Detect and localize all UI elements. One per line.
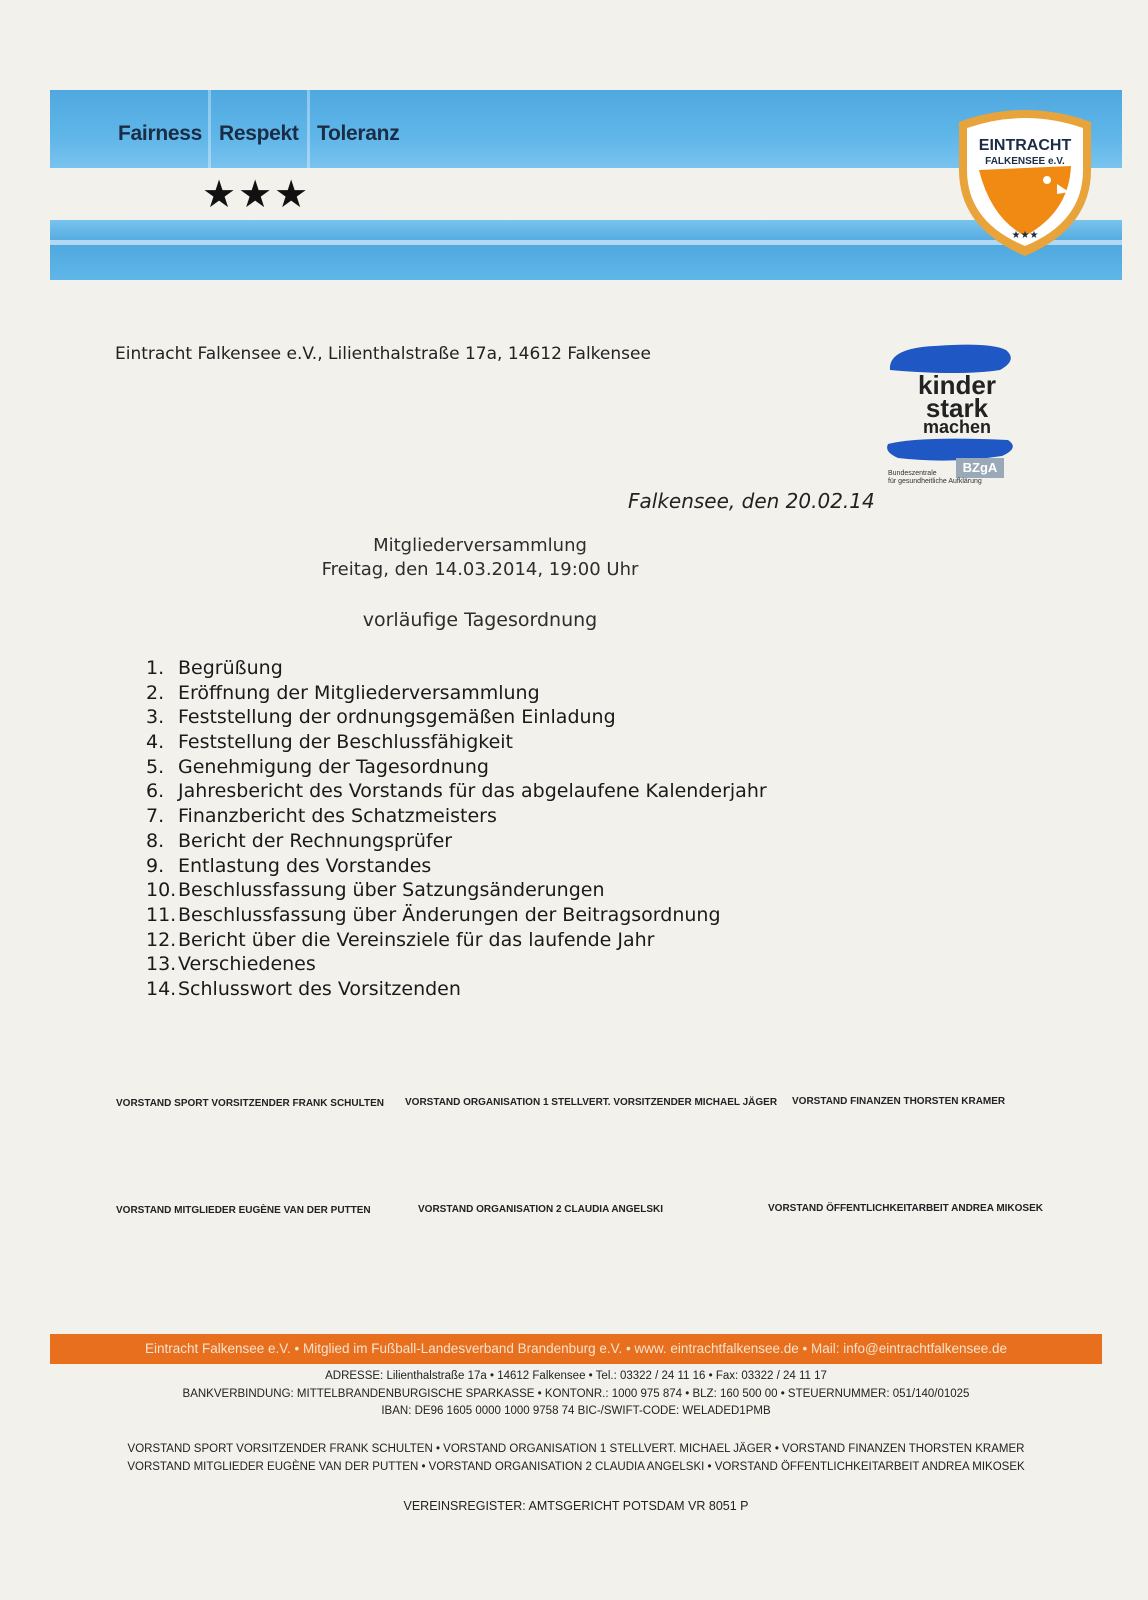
header-banner <box>50 90 1122 280</box>
three-stars-icon: ★★★ <box>202 172 311 216</box>
ksm-line1: kinder <box>917 370 997 400</box>
agenda-item: 1. Begrüßung <box>146 657 283 679</box>
board-finanzen: VORSTAND FINANZEN THORSTEN KRAMER <box>792 1096 1006 1107</box>
slogan-respekt: Respekt <box>219 122 299 145</box>
board-oeffentlichkeitsarbeit: VORSTAND ÖFFENTLICHKEITARBEIT ANDREA MIKOSEK <box>768 1203 1043 1214</box>
footer-bank: BANKVERBINDUNG: MITTELBRANDENBURGISCHE SPARKASSE • KONTONR.: 1000 975 874 • BLZ: 160 500 00 • STEUERNUMMER: 051/140/01025 <box>182 1388 970 1400</box>
crest-title: EINTRACHT <box>978 137 1072 154</box>
footer-iban: IBAN: DE96 1605 0000 1000 9758 74 BIC-/SWIFT-CODE: WELADED1PMB <box>381 1405 771 1417</box>
agenda-list <box>146 657 767 1003</box>
footer-board-line-2: VORSTAND MITGLIEDER EUGÈNE VAN DER PUTTEN • VORSTAND ORGANISATION 2 CLAUDIA ANGELSKI • VORSTAND ÖFFENTLICHKEITARBEIT ANDREA MIKOSEK <box>127 1461 1025 1473</box>
board-organisation-1: VORSTAND ORGANISATION 1 STELLVERT. VORSITZENDER MICHAEL JÄGER <box>405 1097 778 1108</box>
meeting-title: Mitgliederversammlung <box>373 535 587 556</box>
board-sport: VORSTAND SPORT VORSITZENDER FRANK SCHULTEN <box>116 1098 384 1109</box>
agenda-item: 6. Jahresbericht des Vorstands für das abgelaufene Kalenderjahr <box>146 780 767 803</box>
kinder-stark-machen-logo <box>880 340 1020 500</box>
agenda-item: 8. Bericht der Rechnungsprüfer <box>146 829 453 852</box>
ksm-org-text: Bundeszentrale für gesundheitliche Aufklärung <box>888 470 982 486</box>
club-crest-logo <box>945 100 1105 260</box>
bzga-badge: BZgA <box>956 458 1004 478</box>
footer-bar: Eintracht Falkensee e.V. • Mitglied im Fußball-Landesverband Brandenburg e.V. • www. eintrachtfalkensee.de • Mail: info@eintrachtfalkensee.de <box>50 1334 1102 1364</box>
agenda-item: 4. Feststellung der Beschlussfähigkeit <box>146 731 513 754</box>
agenda-item: 7. Finanzbericht des Schatzmeisters <box>146 805 497 828</box>
agenda-item: 10. Beschlussfassung über Satzungsänderungen <box>146 879 605 902</box>
agenda-item: 5. Genehmigung der Tagesordnung <box>146 755 489 778</box>
agenda-item: 12. Bericht über die Vereinsziele für das laufende Jahr <box>146 928 655 951</box>
meeting-datetime: Freitag, den 14.03.2014, 19:00 Uhr <box>321 559 639 580</box>
sender-address: Eintracht Falkensee e.V., Lilienthalstraße 17a, 14612 Falkensee <box>115 344 651 364</box>
footer-address: ADRESSE: Lilienthalstraße 17a • 14612 Falkensee • Tel.: 03322 / 24 11 16 • Fax: 03322 / 24 11 17 <box>325 1370 827 1382</box>
board-organisation-2: VORSTAND ORGANISATION 2 CLAUDIA ANGELSKI <box>418 1204 664 1215</box>
ksm-line3: machen <box>922 417 992 437</box>
agenda-item: 11. Beschlussfassung über Änderungen der Beitragsordnung <box>146 903 721 926</box>
board-mitglieder: VORSTAND MITGLIEDER EUGÈNE VAN DER PUTTEN <box>116 1205 371 1216</box>
agenda-title: vorläufige Tagesordnung <box>362 609 598 631</box>
slogan-fairness: Fairness <box>118 122 202 145</box>
agenda-item: 3. Feststellung der ordnungsgemäßen Einladung <box>146 706 616 729</box>
slogan-toleranz: Toleranz <box>317 122 400 145</box>
agenda-item: 9. Entlastung des Vorstandes <box>146 854 432 877</box>
date-line: Falkensee, den 20.02.14 <box>628 489 875 513</box>
footer-board-line-1: VORSTAND SPORT VORSITZENDER FRANK SCHULTEN • VORSTAND ORGANISATION 1 STELLVERT. MICHAEL JÄGER • VORSTAND FINANZEN THORSTEN KRAMER <box>127 1443 1025 1455</box>
crest-subtitle: FALKENSEE e.V. <box>985 156 1065 167</box>
crest-stars: ★★★ <box>1011 230 1039 241</box>
agenda-item: 2. Eröffnung der Mitgliederversammlung <box>146 681 540 704</box>
footer-register: VEREINSREGISTER: AMTSGERICHT POTSDAM VR 8051 P <box>403 1499 749 1513</box>
agenda-item: 14. Schlusswort des Vorsitzenden <box>146 977 461 1000</box>
ksm-line2: stark <box>925 393 989 423</box>
agenda-item: 13. Verschiedenes <box>146 953 316 976</box>
